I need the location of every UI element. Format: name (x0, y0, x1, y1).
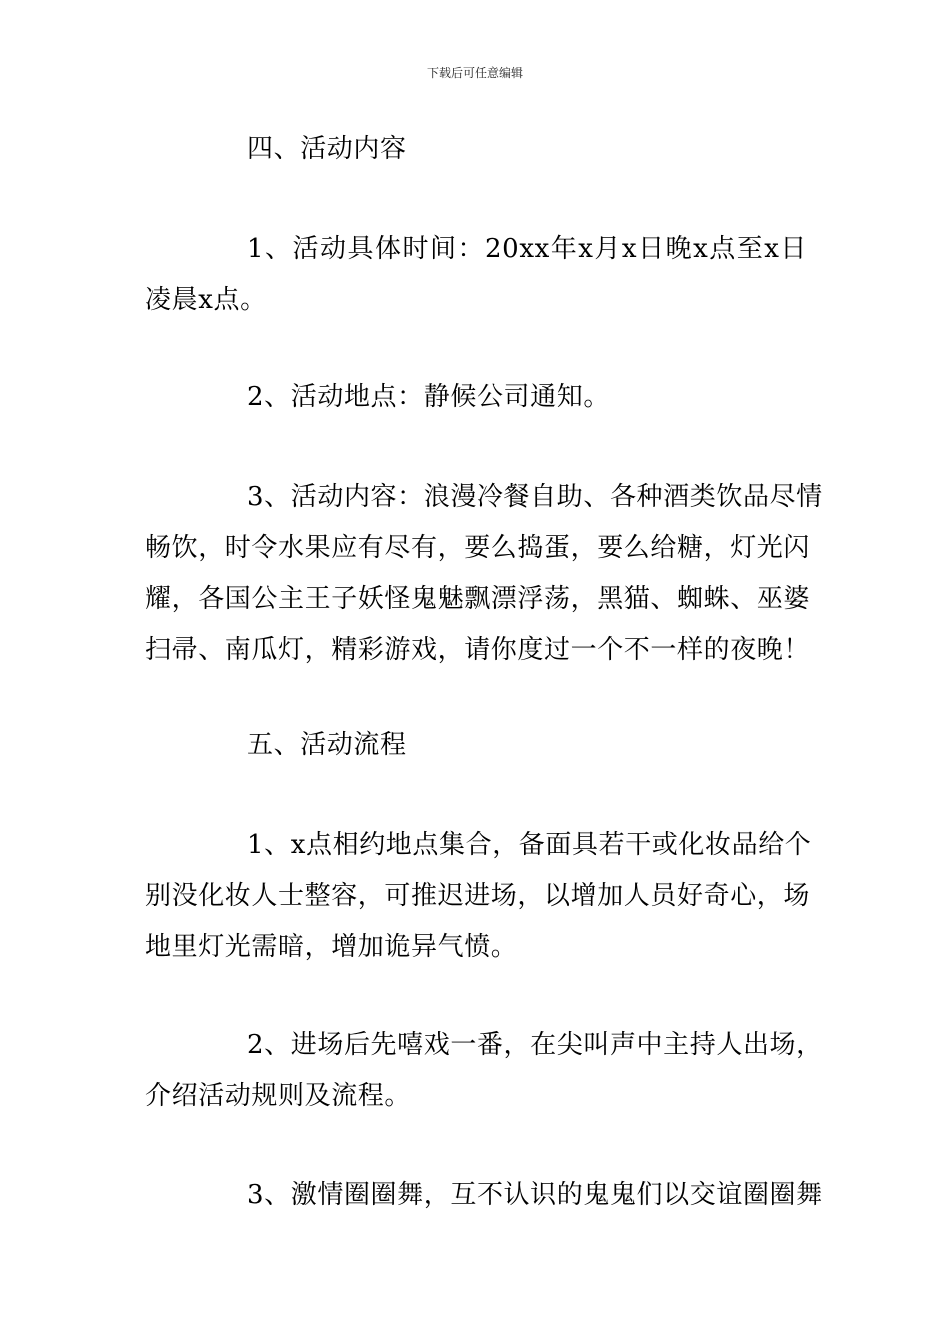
paragraph (145, 820, 812, 973)
paragraph-line: 2、进场后先嘻戏一番，在尖叫声中主持人出场， (247, 1030, 823, 1060)
paragraph-line: 别没化妆人士整容，可推迟进场，以增加人员好奇心，场 (145, 881, 811, 911)
paragraph (145, 1170, 823, 1221)
paragraph-line: 地里灯光需暗，增加诡异气愤。 (145, 932, 518, 962)
heading-line: 五、活动流程 (247, 730, 407, 760)
paragraph-line: 凌晨x点。 (145, 285, 267, 315)
paragraph (145, 472, 823, 676)
paragraph-line: 2、活动地点：静候公司通知。 (247, 382, 610, 412)
paragraph (145, 224, 807, 326)
paragraph (145, 1020, 823, 1122)
paragraph-line: 3、激情圈圈舞，互不认识的鬼鬼们以交谊圈圈舞 (247, 1180, 823, 1210)
section-heading (145, 124, 807, 175)
heading-line: 四、活动内容 (247, 134, 407, 164)
page-header: 下载后可任意编辑 (426, 66, 523, 80)
paragraph-line: 3、活动内容：浪漫冷餐自助、各种酒类饮品尽情 (247, 482, 823, 512)
paragraph-line: 1、活动具体时间：20xx年x月x日晚x点至x日 (247, 234, 807, 264)
paragraph-line: 1、x点相约地点集合，备面具若干或化妆品给个 (247, 830, 812, 860)
paragraph-line: 耀，各国公主王子妖怪鬼魅飘漂浮荡，黑猫、蜘蛛、巫婆 (145, 584, 811, 614)
paragraph-line: 畅饮，时令水果应有尽有，要么捣蛋，要么给糖，灯光闪 (145, 533, 811, 563)
paragraph (145, 372, 807, 423)
paragraph-line: 介绍活动规则及流程。 (145, 1081, 412, 1111)
paragraph-line: 扫帚、南瓜灯，精彩游戏，请你度过一个不一样的夜晚！ (145, 635, 811, 665)
section-heading (145, 720, 807, 771)
